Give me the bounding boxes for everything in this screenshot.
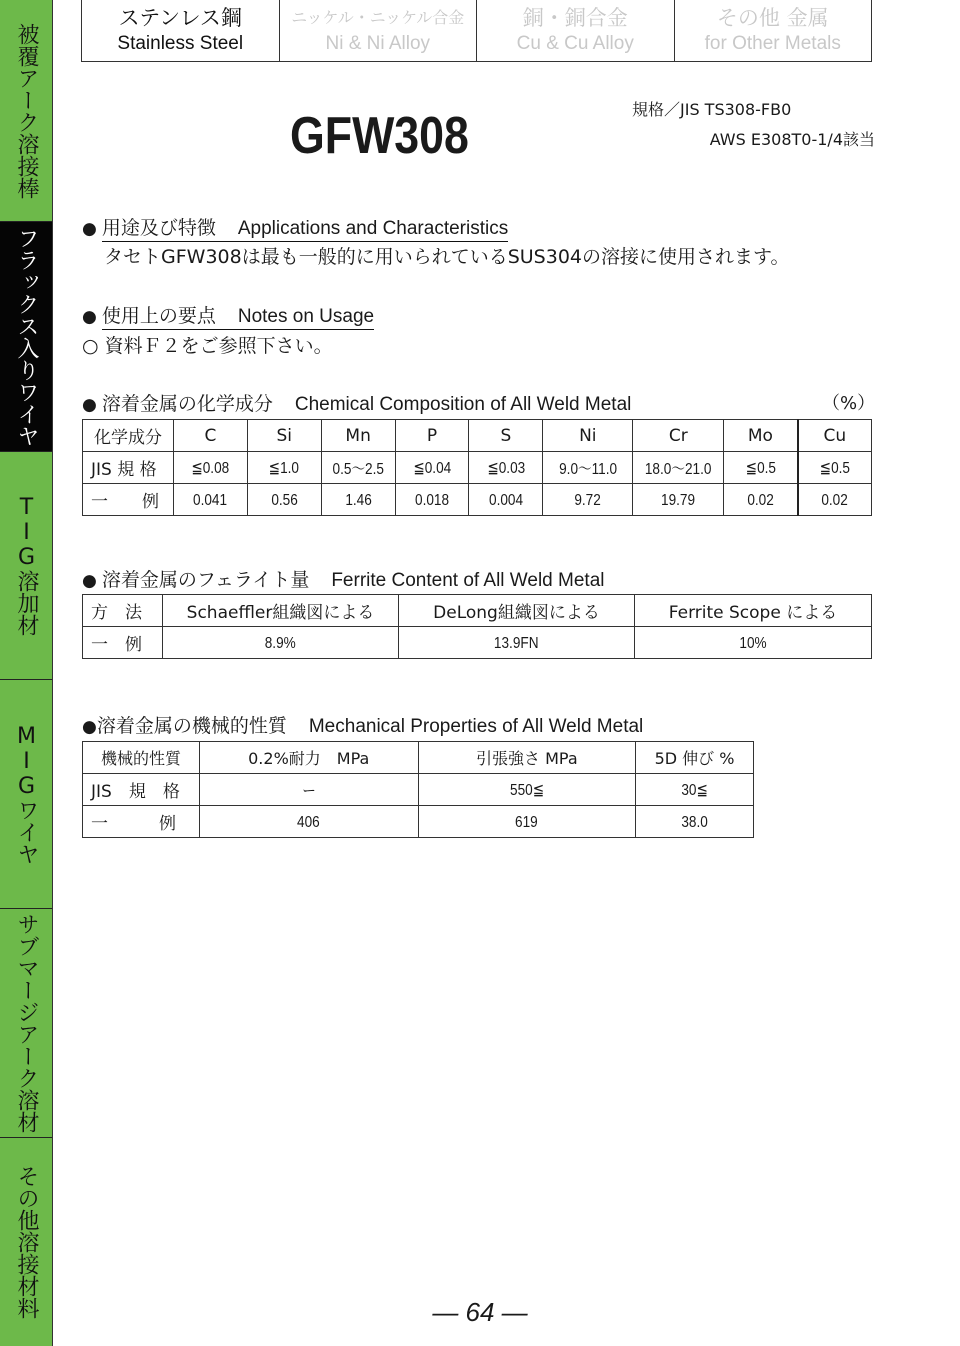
sidebar-item-covered-arc-electrodes[interactable] xyxy=(0,0,52,221)
section-sidebar xyxy=(0,0,53,1346)
ferrite-heading xyxy=(82,565,604,592)
heading-jp: 溶着金属の機械的性質 xyxy=(96,715,287,737)
header-cell: 0.2%耐力 MPa xyxy=(199,742,418,774)
sidebar-item-label: MIGワイヤ xyxy=(14,723,39,865)
mechanical-heading xyxy=(82,711,643,738)
product-title: GFW308 xyxy=(290,107,469,165)
tab-label-jp: ステンレス鋼 xyxy=(118,5,242,30)
table-row xyxy=(83,452,872,484)
heading-en: Ferrite Content of All Weld Metal xyxy=(331,570,605,591)
header-cell: Cu xyxy=(798,420,872,452)
tab-label-jp: 銅・銅合金 xyxy=(522,5,628,30)
bullet-icon: ● xyxy=(82,219,97,239)
cell-value: 550≦ xyxy=(509,781,544,799)
header-cell: C xyxy=(173,420,247,452)
sidebar-item-label: TIG溶加材 xyxy=(14,495,39,636)
cell-value: 9.72 xyxy=(574,491,602,509)
sidebar-item-label: フラックス入りワイヤ xyxy=(14,226,39,447)
sidebar-item-tig-filler[interactable] xyxy=(0,451,52,679)
chemical-heading xyxy=(82,389,631,416)
header-cell: 5D 伸び % xyxy=(636,742,754,774)
cell-value: 8.9% xyxy=(265,634,296,652)
table-header-row xyxy=(83,420,872,452)
cell-value: 0.018 xyxy=(415,491,450,509)
bullet-icon: ● xyxy=(82,571,97,591)
applications-heading xyxy=(82,213,508,242)
header-cell: Cr xyxy=(633,420,724,452)
row-label: 一 例 xyxy=(83,627,163,659)
heading-jp: 用途及び特徴 xyxy=(101,217,216,239)
header-cell: Si xyxy=(247,420,321,452)
tab-label-jp: ニッケル・ニッケル合金 xyxy=(291,7,465,27)
table-row xyxy=(83,484,872,516)
spec-jis: 規格／JIS TS308-FB0 xyxy=(632,100,792,119)
cell-value: 0.02 xyxy=(821,491,849,509)
table-row xyxy=(83,627,872,659)
heading-en: Chemical Composition of All Weld Metal xyxy=(294,394,632,415)
cell-value: 10% xyxy=(739,634,767,652)
tab-stainless-steel[interactable] xyxy=(82,0,279,61)
heading-underlined xyxy=(102,213,508,242)
header-cell: 方 法 xyxy=(83,595,163,627)
header-cell: 化学成分 xyxy=(83,420,174,452)
ferrite-content-table xyxy=(82,594,872,659)
cell-value: 1.46 xyxy=(344,491,372,509)
cell-value: 30≦ xyxy=(681,781,708,799)
row-label: JIS 規 格 xyxy=(83,452,174,484)
row-label: JIS 規 格 xyxy=(83,774,200,806)
cell-value: ≦0.5 xyxy=(819,459,850,477)
heading-en: Notes on Usage xyxy=(237,306,375,327)
header-cell: S xyxy=(469,420,543,452)
bullet-icon: ● xyxy=(82,395,97,415)
header-cell: 機械的性質 xyxy=(83,742,200,774)
cell-value: ≦0.5 xyxy=(745,459,776,477)
tab-copper-alloy[interactable] xyxy=(476,0,674,61)
header-cell: 引張強さ MPa xyxy=(418,742,636,774)
table-row xyxy=(83,806,754,838)
row-label: 一 例 xyxy=(83,484,174,516)
cell-value: 13.9FN xyxy=(494,634,539,652)
header-cell: Ni xyxy=(543,420,633,452)
header-cell: Mn xyxy=(321,420,395,452)
cell-value: 0.02 xyxy=(747,491,774,509)
tab-label-en: Ni & Ni Alloy xyxy=(325,32,431,54)
row-label: 一 例 xyxy=(83,806,200,838)
heading-en: Mechanical Properties of All Weld Metal xyxy=(308,716,644,737)
table-row xyxy=(83,774,754,806)
cell-value: 19.79 xyxy=(661,491,696,509)
notes-heading xyxy=(82,301,374,330)
cell-value: 0.004 xyxy=(488,491,523,509)
cell-value: 18.0〜21.0 xyxy=(644,461,712,478)
cell-value: 0.5〜2.5 xyxy=(332,461,384,478)
category-tabs xyxy=(81,0,872,62)
sidebar-item-flux-cored-wire[interactable] xyxy=(0,221,52,451)
sidebar-item-label: サブマージアーク溶材 xyxy=(14,913,39,1133)
table-header-row xyxy=(83,742,754,774)
cell-value: ≦0.03 xyxy=(486,459,525,477)
cell-value: 0.041 xyxy=(193,491,228,509)
header-cell: Mo xyxy=(724,420,798,452)
tab-label-en: Cu & Cu Alloy xyxy=(516,32,634,54)
sidebar-item-submerged-arc[interactable] xyxy=(0,908,52,1137)
tab-nickel-alloy[interactable] xyxy=(279,0,477,61)
cell-value: ー xyxy=(301,783,316,800)
header-cell: DeLong組織図による xyxy=(399,595,635,627)
page-number: — 64 — xyxy=(432,1297,528,1327)
cell-value: 38.0 xyxy=(681,813,708,831)
sidebar-item-mig-wire[interactable] xyxy=(0,679,52,908)
chemical-composition-table xyxy=(82,419,872,516)
cell-value: ≦0.08 xyxy=(191,459,230,477)
bullet-icon: ● xyxy=(82,717,97,737)
header-cell: P xyxy=(395,420,469,452)
tab-label-en: for Other Metals xyxy=(704,32,841,54)
tab-label-en: Stainless Steel xyxy=(117,32,244,54)
tab-other-metals[interactable] xyxy=(674,0,872,61)
cell-value: 9.0〜11.0 xyxy=(558,461,617,478)
cell-value: 619 xyxy=(515,813,539,831)
cell-value: 406 xyxy=(297,813,321,831)
mechanical-properties-table xyxy=(82,741,754,838)
notes-text: ○ 資料Ｆ２をご参照下さい。 xyxy=(82,335,333,357)
heading-jp: 溶着金属の化学成分 xyxy=(101,393,273,415)
header-cell: Ferrite Scope による xyxy=(635,595,872,627)
header-cell: Schaeffler組織図による xyxy=(163,595,399,627)
bullet-icon: ● xyxy=(82,307,97,327)
heading-jp: 溶着金属のフェライト量 xyxy=(101,569,310,591)
sidebar-item-label: その他溶接材料 xyxy=(14,1165,39,1319)
heading-underlined xyxy=(102,301,374,330)
table-header-row xyxy=(83,595,872,627)
cell-value: 0.56 xyxy=(270,491,298,509)
heading-jp: 使用上の要点 xyxy=(101,305,216,327)
applications-text: タセトGFW308は最も一般的に用いられているSUS304の溶接に使用されます。 xyxy=(104,246,790,268)
unit-label: （%） xyxy=(822,393,876,414)
cell-value: ≦1.0 xyxy=(269,459,300,477)
sidebar-item-label: 被覆アーク溶接棒 xyxy=(14,22,39,199)
spec-aws: AWS E308T0-1/4該当 xyxy=(709,130,875,149)
heading-en: Applications and Characteristics xyxy=(237,218,509,239)
cell-value: ≦0.04 xyxy=(413,459,451,477)
tab-label-jp: その他 金属 xyxy=(716,5,829,30)
